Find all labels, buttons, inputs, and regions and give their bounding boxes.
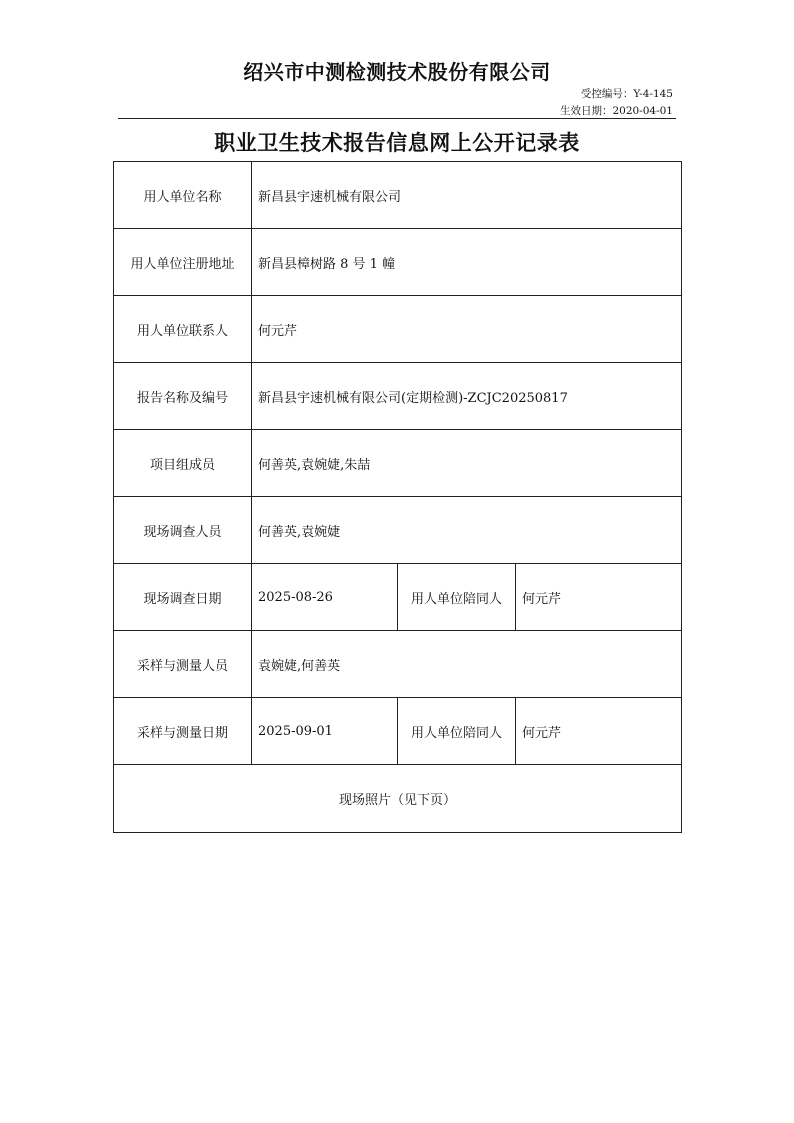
row-value-secondary: 何元芹 bbox=[516, 564, 682, 631]
form-title: 职业卫生技术报告信息网上公开记录表 bbox=[214, 131, 580, 155]
row-label: 用人单位名称 bbox=[114, 162, 252, 229]
row-value: 新昌县宇速机械有限公司(定期检测)-ZCJC20250817 bbox=[252, 363, 682, 430]
table-row bbox=[114, 430, 682, 497]
row-label: 报告名称及编号 bbox=[114, 363, 252, 430]
row-label: 用人单位联系人 bbox=[114, 296, 252, 363]
table-row bbox=[114, 497, 682, 564]
row-label: 采样与测量日期 bbox=[114, 698, 252, 765]
table-row bbox=[114, 229, 682, 296]
row-value: 新昌县宇速机械有限公司 bbox=[252, 162, 682, 229]
table-row bbox=[114, 631, 682, 698]
header-divider bbox=[118, 118, 676, 119]
row-value: 何元芹 bbox=[252, 296, 682, 363]
row-label: 现场调查日期 bbox=[114, 564, 252, 631]
row-value: 何善英,袁婉婕,朱喆 bbox=[252, 430, 682, 497]
record-table bbox=[113, 161, 682, 833]
table-row bbox=[114, 296, 682, 363]
row-label: 项目组成员 bbox=[114, 430, 252, 497]
row-value: 新昌县樟树路 8 号 1 幢 bbox=[252, 229, 682, 296]
table-row bbox=[114, 363, 682, 430]
company-name: 绍兴市中测检测技术股份有限公司 bbox=[243, 60, 551, 84]
table-row bbox=[114, 162, 682, 229]
control-number: 受控编号：Y-4-145 bbox=[580, 88, 673, 100]
row-value-secondary: 何元芹 bbox=[516, 698, 682, 765]
row-label-secondary: 用人单位陪同人 bbox=[398, 698, 516, 765]
row-label: 现场调查人员 bbox=[114, 497, 252, 564]
row-value: 袁婉婕,何善英 bbox=[252, 631, 682, 698]
row-label: 采样与测量人员 bbox=[114, 631, 252, 698]
row-label-secondary: 用人单位陪同人 bbox=[398, 564, 516, 631]
photo-note: 现场照片（见下页） bbox=[114, 765, 682, 833]
row-value: 2025-09-01 bbox=[252, 698, 398, 765]
row-label: 用人单位注册地址 bbox=[114, 229, 252, 296]
table-row bbox=[114, 765, 682, 833]
table-row bbox=[114, 698, 682, 765]
row-value: 何善英,袁婉婕 bbox=[252, 497, 682, 564]
row-value: 2025-08-26 bbox=[252, 564, 398, 631]
table-row bbox=[114, 564, 682, 631]
effective-date: 生效日期：2020-04-01 bbox=[559, 105, 673, 117]
